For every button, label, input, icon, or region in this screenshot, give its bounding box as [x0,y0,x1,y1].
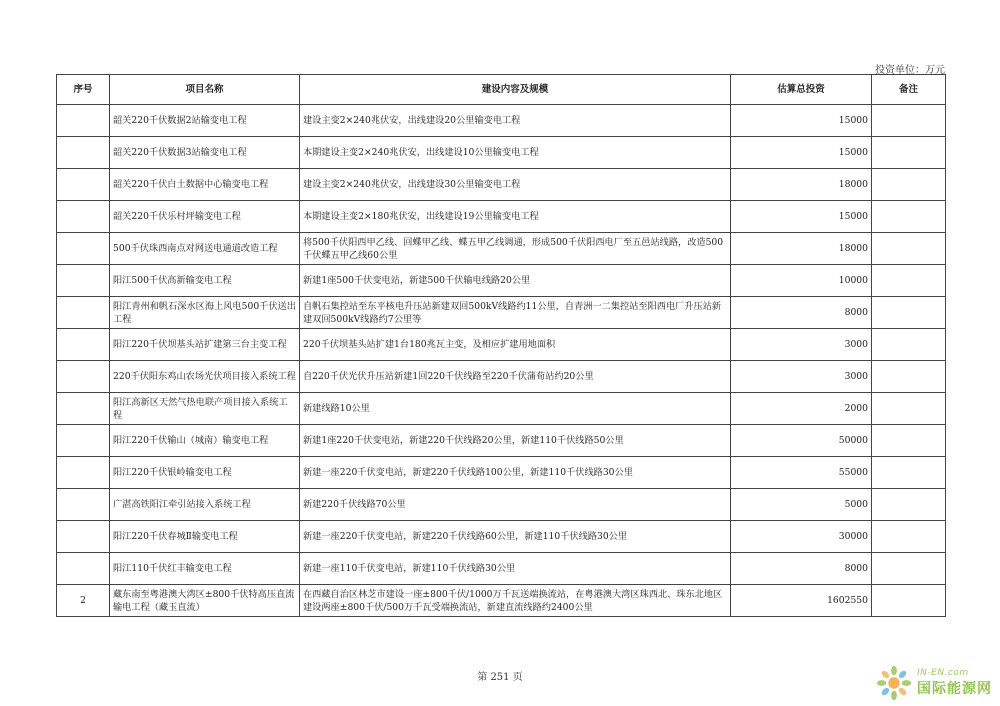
cell-scope: 本期建设主变2×180兆伏安，出线建设19公里输变电工程 [300,201,731,233]
cell-remark [872,169,946,201]
cell-investment: 15000 [731,201,872,233]
cell-seq [57,329,110,361]
table-row [57,361,946,393]
cell-scope: 新建1座220千伏变电站，新建220千伏线路20公里，新建110千伏线路50公里 [300,425,731,457]
page-number: 第 251 页 [477,672,523,683]
table-row [57,457,946,489]
cell-scope: 在西藏自治区林芝市建设一座±800千伏/1000万千瓦送端换流站，在粤港澳大湾区珠西北、珠东北地区建设两座±800千伏/500万千瓦受端换流站，新建直流线路约2400公里 [300,585,731,617]
cell-remark [872,329,946,361]
sun-logo-icon [875,664,913,702]
header-seq: 序号 [57,75,110,105]
project-table [56,74,946,617]
cell-seq [57,393,110,425]
cell-seq: 2 [57,585,110,617]
cell-investment: 5000 [731,489,872,521]
table-row [57,393,946,425]
cell-scope: 自帆石集控站至东平核电升压站新建双回500kV线路约11公里，自青洲一二集控站至阳西电厂升压站新建双回500kV线路约7公里等 [300,297,731,329]
cell-investment: 3000 [731,329,872,361]
header-scope: 建设内容及规模 [300,75,731,105]
cell-seq [57,169,110,201]
cell-investment: 30000 [731,521,872,553]
cell-scope: 新建一座220千伏变电站，新建220千伏线路60公里，新建110千伏线路30公里 [300,521,731,553]
watermark-cn: 国际能源网 [917,681,992,697]
cell-remark [872,137,946,169]
cell-seq [57,201,110,233]
cell-remark [872,201,946,233]
cell-project-name: 韶关220千伏乐村坪输变电工程 [110,201,300,233]
cell-project-name: 广湛高铁阳江牵引站接入系统工程 [110,489,300,521]
cell-scope: 新建一座110千伏变电站，新建110千伏线路30公里 [300,553,731,585]
cell-remark [872,361,946,393]
investment-unit-note: 投资单位：万元 [875,65,945,76]
table-row [57,137,946,169]
cell-project-name: 阳江220千伏银岭输变电工程 [110,457,300,489]
cell-project-name: 阳江220千伏春城Ⅱ输变电工程 [110,521,300,553]
table-row [57,425,946,457]
cell-scope: 新建线路10公里 [300,393,731,425]
cell-scope: 建设主变2×240兆伏安，出线建设30公里输变电工程 [300,169,731,201]
cell-seq [57,489,110,521]
cell-project-name: 220千伏阳东鸡山农场光伏项目接入系统工程 [110,361,300,393]
cell-seq [57,425,110,457]
cell-project-name: 韶关220千伏数据3站输变电工程 [110,137,300,169]
table-row [57,265,946,297]
cell-project-name: 韶关220千伏白土数据中心输变电工程 [110,169,300,201]
cell-seq [57,457,110,489]
cell-seq [57,265,110,297]
cell-remark [872,425,946,457]
cell-project-name: 500千伏珠西南点对网送电通道改造工程 [110,233,300,265]
cell-investment: 18000 [731,169,872,201]
cell-scope: 220千伏坝基头站扩建1台180兆瓦主变，及相应扩建用地面积 [300,329,731,361]
cell-remark [872,393,946,425]
cell-investment: 8000 [731,297,872,329]
in-en-watermark [875,664,992,702]
cell-remark [872,233,946,265]
table-row [57,105,946,137]
cell-seq [57,553,110,585]
cell-remark [872,457,946,489]
cell-remark [872,585,946,617]
cell-seq [57,361,110,393]
cell-investment: 8000 [731,553,872,585]
cell-remark [872,265,946,297]
cell-scope: 建设主变2×240兆伏安，出线建设20公里输变电工程 [300,105,731,137]
table-header-row [57,75,946,105]
cell-scope: 新建220千伏线路70公里 [300,489,731,521]
cell-investment: 3000 [731,361,872,393]
cell-scope: 新建1座500千伏变电站，新建500千伏输电线路20公里 [300,265,731,297]
cell-scope: 将500千伏阳西甲乙线、回蝶甲乙线、蝶五甲乙线调通，形成500千伏阳西电厂至五邑站线路，改造500千伏蝶五甲乙线60公里 [300,233,731,265]
cell-remark [872,489,946,521]
table-row [57,329,946,361]
cell-project-name: 韶关220千伏数据2站输变电工程 [110,105,300,137]
header-project-name: 项目名称 [110,75,300,105]
table-row [57,489,946,521]
cell-seq [57,297,110,329]
cell-seq [57,521,110,553]
table-body [57,105,946,617]
cell-investment: 50000 [731,425,872,457]
table-row [57,233,946,265]
cell-investment: 1602550 [731,585,872,617]
cell-investment: 15000 [731,137,872,169]
cell-investment: 15000 [731,105,872,137]
cell-project-name: 阳江220千伏坝基头站扩建第三台主变工程 [110,329,300,361]
cell-investment: 10000 [731,265,872,297]
cell-seq [57,233,110,265]
table-row [57,297,946,329]
table-row [57,201,946,233]
cell-remark [872,105,946,137]
cell-remark [872,297,946,329]
cell-project-name: 藏东南至粤港澳大湾区±800千伏特高压直流输电工程（藏玉直流） [110,585,300,617]
cell-investment: 18000 [731,233,872,265]
cell-project-name: 阳江110千伏红丰输变电工程 [110,553,300,585]
table-row [57,521,946,553]
cell-investment: 55000 [731,457,872,489]
cell-remark [872,553,946,585]
watermark-en: IN-EN.com [917,668,969,678]
cell-remark [872,521,946,553]
table-row [57,169,946,201]
cell-project-name: 阳江高新区天然气热电联产项目接入系统工程 [110,393,300,425]
header-remark: 备注 [872,75,946,105]
header-investment: 估算总投资 [731,75,872,105]
cell-project-name: 阳江500千伏高新输变电工程 [110,265,300,297]
cell-seq [57,105,110,137]
cell-investment: 2000 [731,393,872,425]
cell-project-name: 阳江青州和帆石深水区海上风电500千伏送出工程 [110,297,300,329]
cell-seq [57,137,110,169]
cell-project-name: 阳江220千伏输山（城南）输变电工程 [110,425,300,457]
cell-scope: 自220千伏光伏升压站新建1回220千伏线路至220千伏蒲荀站约20公里 [300,361,731,393]
table-row [57,553,946,585]
table-row [57,585,946,617]
cell-scope: 本期建设主变2×240兆伏安，出线建设10公里输变电工程 [300,137,731,169]
cell-scope: 新建一座220千伏变电站，新建220千伏线路100公里，新建110千伏线路30公里 [300,457,731,489]
